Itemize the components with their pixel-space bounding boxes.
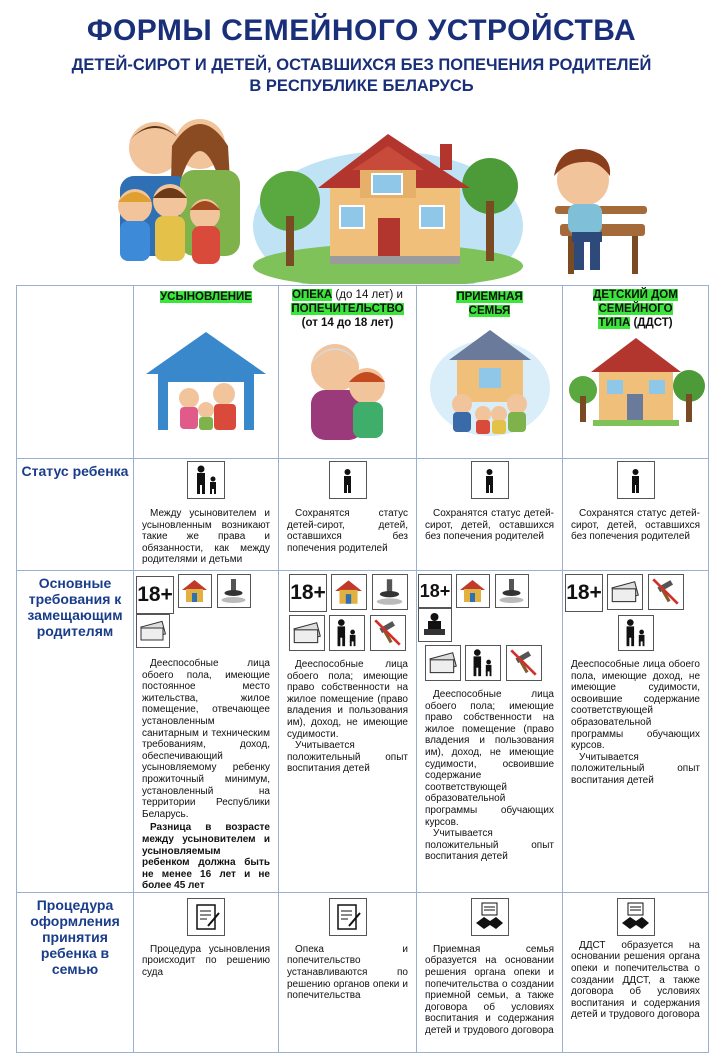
requirements-ddst-cell <box>563 571 709 893</box>
money-icon <box>425 645 461 681</box>
house-scene-illustration <box>253 134 523 284</box>
stamp-icon <box>217 574 251 608</box>
parent-child-icon <box>465 645 501 681</box>
ddst-label-b: СЕМЕЙНОГО <box>598 303 673 315</box>
age-18-plus-icon: 18+ <box>418 574 452 608</box>
lonely-child-illustration <box>554 149 647 274</box>
grandmother-child-icon <box>279 330 417 450</box>
ddst-label-c-tail: (ДДСТ) <box>630 317 673 329</box>
procedure-foster-text: Приемная семья образуется на основании решения органа опеки и попечительства о создании приемной семьи, а также договора об условиях воспитания и содержания детей и трудового договора <box>425 943 554 1037</box>
hero-illustration <box>0 106 723 284</box>
adoption-house-icon <box>134 304 279 444</box>
row-label-status: Статус ребенка <box>17 459 134 571</box>
procedure-guardianship-cell <box>279 892 417 1052</box>
no-criminal-record-icon <box>370 615 406 651</box>
requirements-foster-cell <box>417 571 563 893</box>
requirements-foster-text-1: Дееспособные лица обоего пола; имеющие право собственности на жилое помещение (право владения и пользования им), доход, не имеющие судимости, освоившие содержание соответствующей образовательной программы обучающих курсов. <box>425 689 554 828</box>
parent-child-icon <box>187 461 225 499</box>
handshake-contract-icon <box>617 898 655 936</box>
requirements-ddst-text-2: Учитывается положительный опыт воспитания детей <box>571 751 700 786</box>
procedure-adoption-cell <box>134 892 279 1052</box>
stamp-icon <box>495 574 529 608</box>
parent-child-icon <box>618 615 654 651</box>
requirements-guardianship-text-2: Учитывается положительный опыт воспитания детей <box>287 740 408 775</box>
no-criminal-record-icon <box>506 645 542 681</box>
no-criminal-record-icon <box>648 574 684 610</box>
age-18-plus-icon: 18+ <box>136 576 174 614</box>
status-foster-cell <box>417 459 563 571</box>
adoption-label: УСЫНОВЛЕНИЕ <box>160 291 252 303</box>
requirements-guardianship-cell <box>279 571 417 893</box>
training-course-icon <box>418 608 452 642</box>
money-icon <box>607 574 643 610</box>
guardianship-label-b: ПОПЕЧИТЕЛЬСТВО <box>291 303 404 315</box>
row-label-procedure: Процедура оформления принятия ребенка в семью <box>17 892 134 1052</box>
guardianship-label-a: ОПЕКА <box>292 289 333 301</box>
handshake-contract-icon <box>471 898 509 936</box>
status-guardianship-text: Сохранятся статус детей-сирот, детей, оставшихся без попечения родителей <box>287 508 408 554</box>
requirements-foster-text-2: Учитывается положительный опыт воспитания детей <box>425 828 554 863</box>
age-18-plus-icon: 18+ <box>565 574 603 612</box>
corner-cell <box>17 286 134 459</box>
status-guardianship-cell <box>279 459 417 571</box>
status-adoption-text: Между усыновителем и усыновленным возникают такие же права и обязанности, как между родителями и детьми <box>142 508 270 566</box>
family-illustration <box>118 119 240 264</box>
procedure-foster-cell <box>417 892 563 1052</box>
procedure-guardianship-text: Опека и попечительство устанавливаются по решению органов опеки и попечительства <box>287 943 408 1002</box>
status-foster-text: Сохранятся статус детей-сирот, детей, оставшихся без попечения родителей <box>425 508 554 543</box>
procedure-ddst-cell <box>563 892 709 1052</box>
foster-family-house-icon <box>417 318 563 438</box>
family-forms-table <box>16 285 709 1053</box>
guardianship-label-a-tail: (до 14 лет) и <box>332 289 403 301</box>
procedure-ddst-text: ДДСТ образуется на основании решения органа опеки и попечительства о создании ДДСТ, а также договора об условиях воспитания и содержания детей и трудового договора <box>571 939 700 1021</box>
procedure-adoption-text: Процедура усыновления происходит по решению суда <box>142 943 270 979</box>
house-icon <box>456 574 490 608</box>
requirements-adoption-cell <box>134 571 279 893</box>
house-icon <box>331 574 367 610</box>
money-icon <box>136 614 170 648</box>
ddst-house-icon <box>563 330 709 430</box>
ddst-label-a: ДЕТСКИЙ ДОМ <box>593 289 678 301</box>
page-subtitle-line1: ДЕТЕЙ-СИРОТ И ДЕТЕЙ, ОСТАВШИХСЯ БЕЗ ПОПЕЧЕНИЯ РОДИТЕЛЕЙ <box>71 56 652 74</box>
requirements-adoption-text-2: Разница в возрасте между усыновителем и усыновляемым ребенком должна быть не менее 16 лет и не более 45 лет <box>142 822 270 892</box>
column-header-foster <box>417 286 563 459</box>
child-icon <box>471 461 509 499</box>
page-title: ФОРМЫ СЕМЕЙНОГО УСТРОЙСТВА <box>86 14 637 47</box>
page-subtitle-line2: В РЕСПУБЛИКЕ БЕЛАРУСЬ <box>249 77 474 95</box>
child-icon <box>617 461 655 499</box>
foster-label-b: СЕМЬЯ <box>468 305 511 317</box>
guardianship-label-c: (от 14 до 18 лет) <box>301 317 394 329</box>
status-ddst-text: Сохранятся статус детей-сирот, детей, оставшихся без попечения родителей <box>571 508 700 543</box>
document-sign-icon <box>329 898 367 936</box>
requirements-guardianship-text-1: Дееспособные лица обоего пола; имеющие право собственности на жилое помещение (право владения и пользования им), доход, не имеющие судимости. <box>287 659 408 740</box>
requirements-ddst-text-1: Дееспособные лица обоего пола, имеющие доход, не имеющие судимости, освоившие содержание соответствующей образовательной программы обучающих курсов. <box>571 659 700 752</box>
money-icon <box>289 615 325 651</box>
requirements-adoption-text-1: Дееспособные лица обоего пола, имеющие постоянное место жительства, жилое помещение, отвечающее установленным санитарным и техническим требованиям, доход, обеспечивающий усыновляемому ребенку прожиточный минимум, установленный на территории Республики Беларусь. <box>142 658 270 820</box>
column-header-adoption <box>134 286 279 459</box>
age-18-plus-icon: 18+ <box>289 574 327 612</box>
row-label-requirements: Основные требования к замещающим родителям <box>17 571 134 893</box>
ddst-label-c: ТИПА <box>598 317 631 329</box>
status-adoption-cell <box>134 459 279 571</box>
parent-child-icon <box>329 615 365 651</box>
house-icon <box>178 574 212 608</box>
document-sign-icon <box>187 898 225 936</box>
column-header-ddst <box>563 286 709 459</box>
foster-label-a: ПРИЕМНАЯ <box>456 291 523 303</box>
status-ddst-cell <box>563 459 709 571</box>
child-icon <box>329 461 367 499</box>
stamp-icon <box>372 574 408 610</box>
column-header-guardianship <box>279 286 417 459</box>
